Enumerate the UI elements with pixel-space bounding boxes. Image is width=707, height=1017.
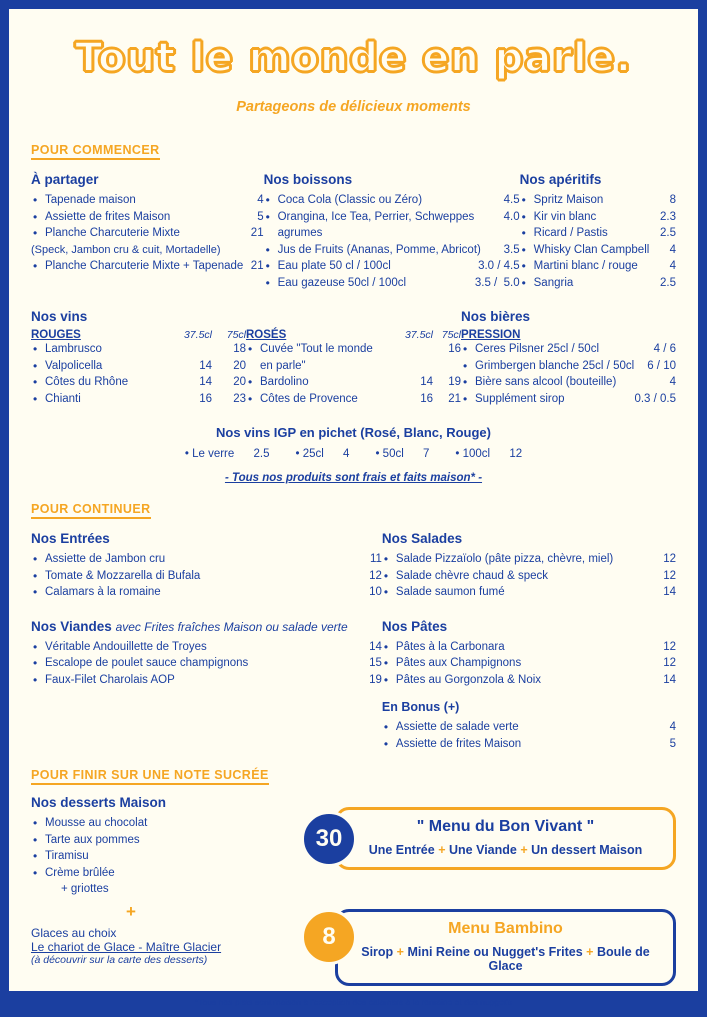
list-item: • Véritable Andouillette de Troyes 14 — [31, 639, 382, 656]
list-item: • Martini blanc / rouge 4 — [520, 258, 676, 275]
list-item: • Bardolino 14 19 — [246, 374, 461, 391]
drinks-list — [264, 192, 520, 291]
pitcher-title: Nos vins IGP en pichet (Rosé, Blanc, Rouge) — [216, 425, 491, 440]
list-item: • Ricard / Pastis 2.5 — [520, 225, 676, 242]
list-item: • Tapenade maison 4 — [31, 192, 264, 209]
glaces-note: (à découvrir sur la carte des desserts) — [31, 953, 208, 966]
list-item: • Assiette de frites Maison 5 — [382, 736, 676, 753]
list-item: • Cuvée "Tout le monde en parle" 16 — [246, 341, 461, 374]
bonus-list — [382, 719, 676, 752]
meats-heading-note: avec Frites fraîches Maison ou salade verte — [115, 619, 348, 634]
list-item: • Côtes du Rhône 14 20 — [31, 374, 246, 391]
formula-title: " Menu du Bon Vivant " — [416, 818, 595, 835]
wines-heading: Nos vins — [31, 309, 88, 324]
pasta-list — [382, 639, 676, 689]
group-drinks — [264, 172, 520, 291]
group-bonus — [382, 700, 676, 752]
starters-heading: Nos Entrées — [31, 531, 110, 546]
salads-heading: Nos Salades — [381, 531, 463, 546]
wines-reds — [31, 329, 246, 407]
footer-note: *Tous nos plats sont maison à l'exception des calamars à la romaine et des nugget's — [195, 997, 512, 1007]
drinks-heading: Nos boissons — [263, 172, 353, 187]
list-item: • Tarte aux pommes — [31, 832, 301, 849]
list-item-sub: + griottes — [61, 883, 109, 895]
share-list — [31, 192, 264, 242]
list-item: • Eau plate 50 cl / 100cl 3.0 / 4.5 — [264, 258, 520, 275]
list-item: • Salade Pizzaïolo (pâte pizza, chèvre, miel) 12 — [382, 551, 676, 568]
formula-price-badge: 30 — [301, 811, 357, 867]
fresh-note: - Tous nos produits sont frais et faits maison* - — [224, 472, 483, 484]
share-extra-list — [31, 258, 264, 275]
list-item: • Calamars à la romaine 10 — [31, 584, 382, 601]
list-item: • Assiette de Jambon cru 11 — [31, 551, 382, 568]
group-share — [31, 172, 264, 291]
pitcher-option: • Le verre 2.5 — [185, 448, 270, 460]
section-heading-sweet: POUR FINIR SUR UNE NOTE SUCRÉE — [31, 768, 269, 785]
formula-price-badge: 8 — [301, 909, 357, 965]
group-aperitifs — [520, 172, 676, 291]
pitcher-options — [31, 448, 676, 460]
list-item: • Sangria 2.5 — [520, 275, 676, 292]
group-pasta — [382, 619, 676, 689]
list-item: • Grimbergen blanche 25cl / 50cl 6 / 10 — [461, 358, 676, 375]
meats-heading: Nos Viandes avec Frites fraîches Maison ou salade verte — [31, 618, 348, 634]
group-salads — [382, 531, 676, 601]
formula-box — [335, 807, 676, 870]
roses-label: ROSÉS — [246, 329, 287, 341]
list-item: • Ceres Pilsner 25cl / 50cl 4 / 6 — [461, 341, 676, 358]
glaces-title: Glaces au choix — [31, 925, 117, 940]
list-item: • Crème brûlée — [31, 865, 301, 882]
pitcher-option: • 25cl 4 — [295, 448, 349, 460]
share-heading: À partager — [31, 172, 99, 187]
list-item: • Chianti 16 23 — [31, 391, 246, 408]
aperitifs-heading: Nos apéritifs — [519, 172, 602, 187]
group-wines — [31, 309, 461, 407]
reds-label: ROUGES — [31, 329, 81, 341]
formula-bambino[interactable] — [301, 909, 676, 989]
group-starters — [31, 531, 382, 601]
formula-box — [335, 909, 676, 986]
desserts-heading: Nos desserts Maison — [31, 795, 167, 810]
list-item: • Orangina, Ice Tea, Perrier, Schweppes agrumes 4.0 — [264, 209, 520, 242]
size-label-375b: 37.5cl — [404, 329, 433, 341]
list-item: • Faux-Filet Charolais AOP 19 — [31, 672, 382, 689]
beers-heading: Nos bières — [461, 309, 531, 324]
pasta-heading: Nos Pâtes — [381, 618, 448, 634]
menu-page — [8, 8, 699, 1007]
size-label-75: 75cl — [226, 329, 246, 341]
pitcher-option: • 100cl 12 — [455, 448, 522, 460]
list-item: • Pâtes à la Carbonara 12 — [382, 639, 676, 656]
beers-list — [461, 341, 676, 407]
size-label-75b: 75cl — [441, 329, 461, 341]
list-item: • Mousse au chocolat — [31, 815, 301, 832]
list-item: • Tomate & Mozzarella di Bufala 12 — [31, 568, 382, 585]
list-item: • Pâtes aux Champignons 12 — [382, 655, 676, 672]
desserts-plus: + — [126, 901, 136, 921]
list-item: • Pâtes au Gorgonzola & Noix 14 — [382, 672, 676, 689]
meats-list — [31, 639, 382, 689]
group-desserts — [31, 795, 301, 989]
list-item: • Planche Charcuterie Mixte 21 — [31, 225, 264, 242]
starters-list — [31, 551, 382, 601]
page-title: Tout le monde en parle. — [75, 35, 632, 81]
list-item: • Coca Cola (Classic ou Zéro) 4.5 — [264, 192, 520, 209]
glaces-link[interactable]: Le chariot de Glace - Maître Glacier — [31, 939, 222, 954]
list-item: • Assiette de frites Maison 5 — [31, 209, 264, 226]
pitcher-option: • 50cl 7 — [375, 448, 429, 460]
share-note: (Speck, Jambon cru & cuit, Mortadelle) — [31, 243, 221, 256]
formula-bon-vivant[interactable] — [301, 807, 676, 899]
list-item: • Assiette de salade verte 4 — [382, 719, 676, 736]
bonus-heading: En Bonus (+) — [381, 700, 460, 714]
list-item: • Whisky Clan Campbell 4 — [520, 242, 676, 259]
list-item: • Planche Charcuterie Mixte + Tapenade 21 — [31, 258, 264, 275]
group-formulas — [301, 795, 676, 989]
list-item: • Jus de Fruits (Ananas, Pomme, Abricot) 3.5 — [264, 242, 520, 259]
list-item: • Bière sans alcool (bouteille) 4 — [461, 374, 676, 391]
beers-subhead: PRESSION — [461, 329, 521, 341]
list-item: • Kir vin blanc 2.3 — [520, 209, 676, 226]
roses-list — [246, 341, 461, 407]
formula-parts: Une Entrée + Une Viande + Un dessert Maison — [368, 843, 643, 857]
group-meats — [31, 619, 382, 689]
list-item: • Salade chèvre chaud & speck 12 — [382, 568, 676, 585]
formula-title: Menu Bambino — [448, 920, 563, 937]
formula-parts: Sirop + Mini Reine ou Nugget's Frites + Boule de Glace — [361, 945, 650, 973]
salads-list — [382, 551, 676, 601]
list-item: • Tiramisu — [31, 848, 301, 865]
list-item: • Lambrusco 18 — [31, 341, 246, 358]
list-item: • Escalope de poulet sauce champignons 15 — [31, 655, 382, 672]
section-heading-continue: POUR CONTINUER — [31, 502, 151, 519]
wines-roses — [246, 329, 461, 407]
page-subtitle: Partageons de délicieux moments — [236, 99, 471, 115]
list-item: • Supplément sirop 0.3 / 0.5 — [461, 391, 676, 408]
group-beers — [461, 309, 676, 407]
aperitifs-list — [520, 192, 676, 291]
list-item: • Côtes de Provence 16 21 — [246, 391, 461, 408]
reds-list — [31, 341, 246, 407]
desserts-list — [31, 815, 301, 898]
size-label-375: 37.5cl — [183, 329, 212, 341]
section-heading-start: POUR COMMENCER — [31, 143, 160, 160]
list-item: • Eau gazeuse 50cl / 100cl 3.5 / 5.0 — [264, 275, 520, 292]
list-item: • Valpolicella 14 20 — [31, 358, 246, 375]
list-item: • Salade saumon fumé 14 — [382, 584, 676, 601]
list-item: • Spritz Maison 8 — [520, 192, 676, 209]
